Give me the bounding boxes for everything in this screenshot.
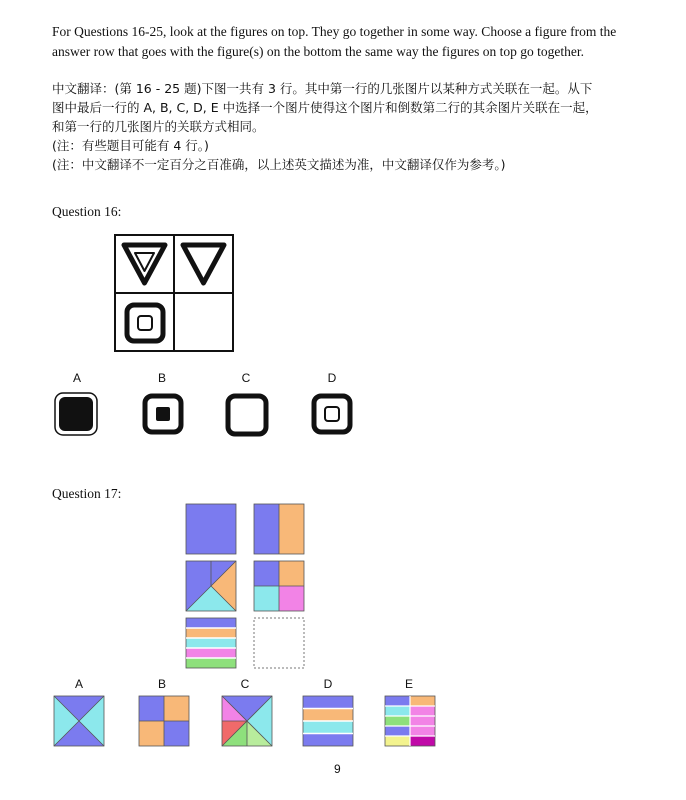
q17-option-c[interactable] (222, 696, 272, 746)
q17-row1-right (254, 504, 304, 554)
q17-option-b-label: B (157, 677, 166, 691)
q16-option-d[interactable] (314, 396, 350, 432)
q17-row2-right (254, 561, 304, 611)
q17-option-e[interactable] (385, 696, 435, 746)
translation-note-1: (注：有些题目可能有 4 行。) (52, 138, 209, 153)
q17-option-a-label: A (74, 677, 83, 691)
instructions (52, 22, 616, 62)
instructions-line-2: answer row that goes with the figure(s) on the bottom the same way the figures on top go together. (52, 44, 584, 59)
q16-option-c[interactable] (228, 396, 266, 434)
translation (52, 79, 598, 174)
q16-option-c-label: C (241, 371, 251, 385)
question-16-title: Question 16: (52, 204, 122, 219)
q17-row1-left (186, 504, 236, 554)
q16-options (52, 390, 372, 440)
q17-option-e-label: E (404, 677, 413, 691)
q17-row2-left (186, 561, 236, 611)
page-number: 9 (334, 762, 341, 776)
translation-line-2: 图中最后一行的 A, B, C, D, E 中选择一个图片使得这个图片和倒数第二行的其余图片关联在一起， (52, 100, 598, 115)
q17-option-c-label: C (240, 677, 250, 691)
q17-option-a[interactable] (54, 696, 104, 746)
q17-answer-placeholder (254, 618, 304, 668)
instructions-line-1: For Questions 16-25, look at the figures on top. They go together in some way. Choose a figure from the (52, 24, 617, 39)
q16-option-a[interactable] (55, 393, 97, 435)
q16-option-d-label: D (327, 371, 337, 385)
q17-option-d[interactable] (303, 696, 353, 746)
q17-options (52, 695, 442, 749)
translation-line-3: 和第一行的几张图片的关联方式相同。 (52, 119, 265, 134)
translation-line-1: 中文翻译：(第 16 - 25 题)下图一共有 3 行。其中第一行的几张图片以某种方式关联在一起。从下 (52, 81, 593, 96)
translation-note-2: (注：中文翻译不一定百分之百准确，以上述英文描述为准，中文翻译仅作为参考。) (52, 157, 506, 172)
q16-matrix (114, 234, 236, 354)
q16-option-a-label: A (72, 371, 81, 385)
q17-option-d-label: D (323, 677, 333, 691)
question-17-title: Question 17: (52, 486, 122, 501)
q17-option-b[interactable] (139, 696, 189, 746)
q16-option-b-label: B (157, 371, 166, 385)
q16-option-b[interactable] (145, 396, 181, 432)
q17-matrix (184, 504, 306, 670)
q17-row3-left (186, 618, 236, 668)
